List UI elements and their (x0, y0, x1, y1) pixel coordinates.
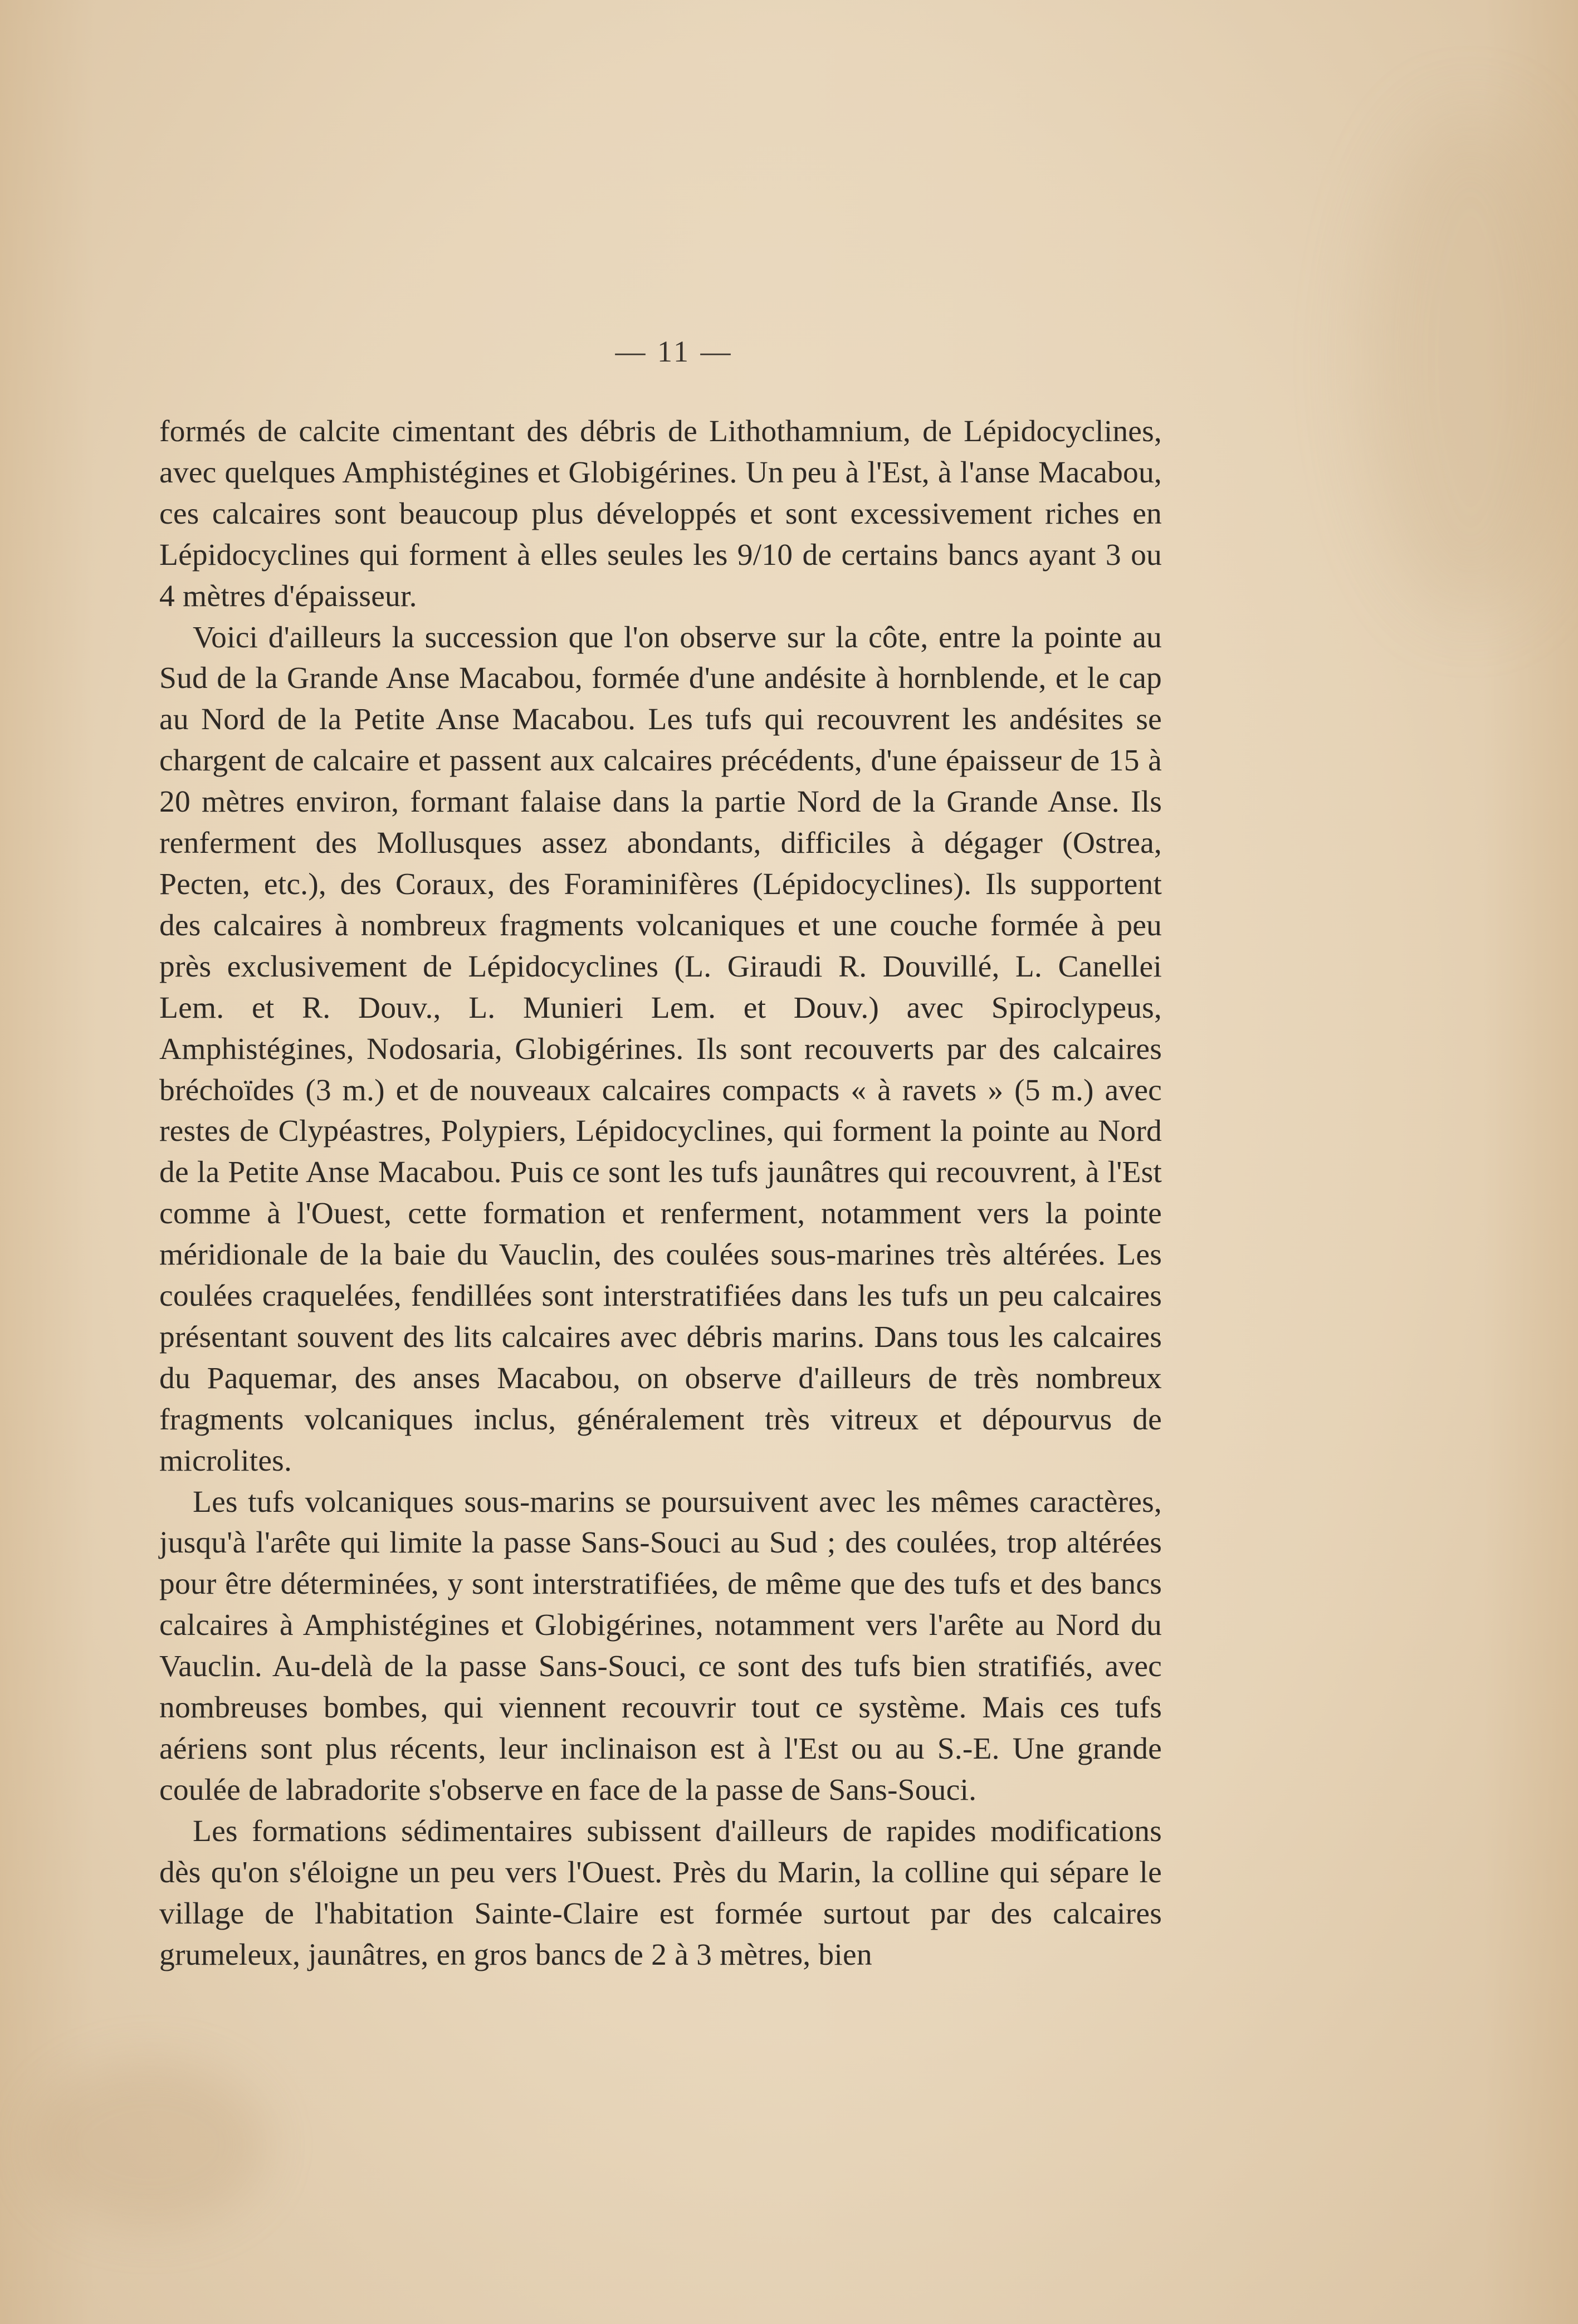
body-text (159, 411, 1162, 1975)
paragraph: formés de calcite cimentant des débris de Lithothamnium, de Lépidocyclines, avec quelques Amphistégines et Globigérines. Un peu à l'Est, à l'anse Macabou, ces calcaires sont beaucoup plus développés et sont excessivement riches en Lépidocyclines qui forment à elles seules les 9/10 de certains bancs ayant 3 ou 4 mètres d'épaisseur. (159, 414, 1162, 613)
paragraph: Voici d'ailleurs la succession que l'on observe sur la côte, entre la pointe au Sud de la Grande Anse Macabou, formée d'une andésite à hornblende, et le cap au Nord de la Petite Anse Macabou. Les tufs qui recouvrent les andésites se chargent de calcaire et passent aux calcaires précédents, d'une épaisseur de 15 à 20 mètres environ, formant falaise dans la partie Nord de la Grande Anse. Ils renferment des Mollusques assez abondants, difficiles à dégager (Ostrea, Pecten, etc.), des Coraux, des Foraminifères (Lépidocyclines). Ils supportent des calcaires à nombreux fragments volcaniques et une couche formée à peu près exclusivement de Lépidocyclines (L. Giraudi R. Douvillé, L. Canellei Lem. et R. Douv., L. Munieri Lem. et Douv.) avec Spiroclypeus, Amphistégines, Nodosaria, Globigérines. Ils sont recouverts par des calcaires bréchoïdes (3 m.) et de nouveaux calcaires compacts « à ravets » (5 m.) avec restes de Clypéastres, Polypiers, Lépidocyclines, qui forment la pointe au Nord de la Petite Anse Macabou. Puis ce sont les tufs jaunâtres qui recouvrent, à l'Est comme à l'Ouest, cette formation et renferment, notamment vers la pointe méridionale de la baie du Vauclin, des coulées sous-marines très altérées. Les coulées craquelées, fendillées sont interstratifiées dans les tufs un peu calcaires présentant souvent des lits calcaires avec débris marins. Dans tous les calcaires du Paquemar, des anses Macabou, on observe d'ailleurs de très nombreux fragments volcaniques inclus, généralement très vitreux et dépourvus de microlites. (159, 620, 1162, 1478)
paper-stain (33, 2061, 267, 2228)
page-number: — 11 — (615, 335, 733, 368)
paragraph: Les tufs volcaniques sous-marins se poursuivent avec les mêmes caractères, jusqu'à l'arête qui limite la passe Sans-Souci au Sud ; des coulées, trop altérées pour être déterminées, y sont interstratifiées, de même que des tufs et des bancs calcaires à Amphistégines et Globigérines, notamment vers l'arête au Nord du Vauclin. Au-delà de la passe Sans-Souci, ce sont des tufs bien stratifiés, avec nombreuses bombes, qui viennent recouvrir tout ce système. Mais ces tufs aériens sont plus récents, leur inclinaison est à l'Est ou au S.-E. Une grande coulée de labradorite s'observe en face de la passe de Sans-Souci. (159, 1485, 1162, 1807)
paragraph: Les formations sédimentaires subissent d'ailleurs de rapides modifications dès qu'on s'éloigne un peu vers l'Ouest. Près du Marin, la colline qui sépare le village de l'habitation Sainte-Claire est formée surtout par des calcaires grumeleux, jaunâtres, en gros bancs de 2 à 3 mètres, bien (159, 1814, 1162, 1972)
paper-stain (1365, 111, 1576, 613)
